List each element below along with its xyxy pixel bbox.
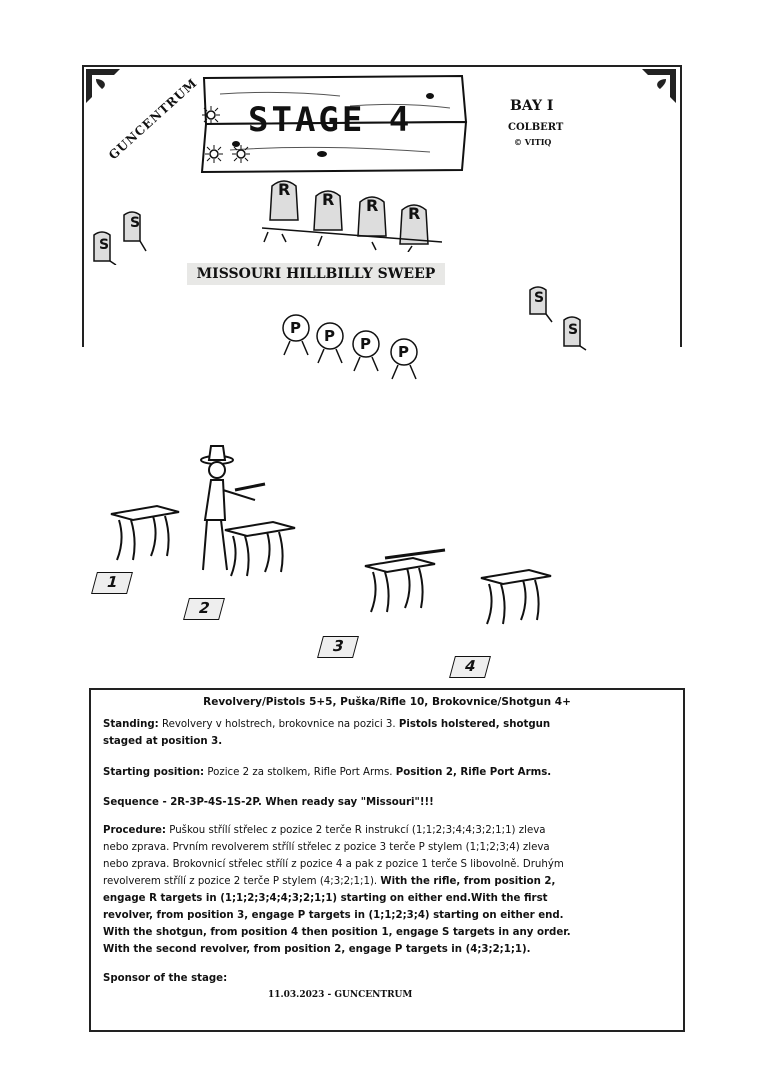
starting-label: Starting position: <box>103 767 205 778</box>
target-label: P <box>324 327 335 345</box>
starting-cz: Pozice 2 za stolkem, Rifle Port Arms. <box>207 767 393 778</box>
sun-icon <box>202 106 220 124</box>
sequence: Sequence - 2R-3P-4S-1S-2P. When ready say "Missouri"!!! <box>103 797 434 808</box>
standing-label: Standing: <box>103 719 159 730</box>
starting-paragraph <box>103 764 573 781</box>
standing-paragraph <box>103 716 573 750</box>
shooting-positions-illustration <box>105 440 555 650</box>
copyright-label: © VITIQ <box>514 137 552 147</box>
position-plate-4: 4 <box>449 656 491 678</box>
round-count: Revolvery/Pistols 5+5, Puška/Rifle 10, Brokovnice/Shotgun 4+ <box>203 696 571 708</box>
target-label: P <box>360 335 371 353</box>
target-label: S <box>568 322 579 338</box>
target-label: S <box>130 215 141 231</box>
position-plate-1: 1 <box>91 572 133 594</box>
target-label: S <box>99 237 110 253</box>
procedure-cz: Puškou střílí střelec z pozice 2 terče R instrukcí (1;1;2;3;4;4;3;2;1;1) zleva nebo zprava. Prvním revolverem střílí střelec z pozice 3 terče P stylem (1;1;2;3;4) zleva nebo zprava. Brokovnicí střelec střílí z pozice 4 a pak z pozice 1 terče S libovolně. Druhým revolverem střílí z pozice 2 terče P stylem (4;3;2;1;1). <box>103 825 564 887</box>
stage-title: STAGE 4 <box>248 100 413 140</box>
corner-ornament-icon <box>84 67 122 105</box>
bay-label: BAY I <box>510 98 554 114</box>
scenario-title: MISSOURI HILLBILLY SWEEP <box>187 263 445 285</box>
standing-cz: Revolvery v holstrech, brokovnice na pozici 3. <box>162 719 396 730</box>
starting-en: Position 2, Rifle Port Arms. <box>395 767 552 778</box>
sun-icon <box>205 145 223 163</box>
corner-ornament-icon <box>640 67 678 105</box>
sun-icon <box>232 145 250 163</box>
position-plate-2: 2 <box>183 598 225 620</box>
procedure-en: With the rifle, from position 2, engage R targets in (1;1;2;3;4;4;3;2;1;1) starting on either end.With the first revolver, from position 3, engage P targets in (1;1;2;3;4) starting on either end. With the shotgun, from position 4 then position 1, engage S targets in any order. With the second revolver, from position 2, engage P targets in (4;3;2;1;1). <box>103 876 571 955</box>
procedure-label: Procedure: <box>103 825 166 836</box>
position-plate-3: 3 <box>317 636 359 658</box>
target-label: R <box>322 190 335 209</box>
sponsor-label: Sponsor of the stage: <box>103 973 228 984</box>
procedure-paragraph <box>103 822 573 958</box>
range-logo-text: GUNCENTRUM <box>105 75 201 163</box>
target-label: P <box>290 319 301 337</box>
target-label: S <box>534 290 545 306</box>
target-label: R <box>366 196 379 215</box>
standing-en: Pistols holstered, shotgun staged at position 3. <box>103 719 551 747</box>
target-label: R <box>278 180 291 199</box>
event-date: 11.03.2023 - GUNCENTRUM <box>268 990 413 1000</box>
target-label: R <box>408 204 421 223</box>
target-label: P <box>398 343 409 361</box>
author-label: COLBERT <box>508 122 564 133</box>
shotgun-targets-left <box>90 205 160 265</box>
